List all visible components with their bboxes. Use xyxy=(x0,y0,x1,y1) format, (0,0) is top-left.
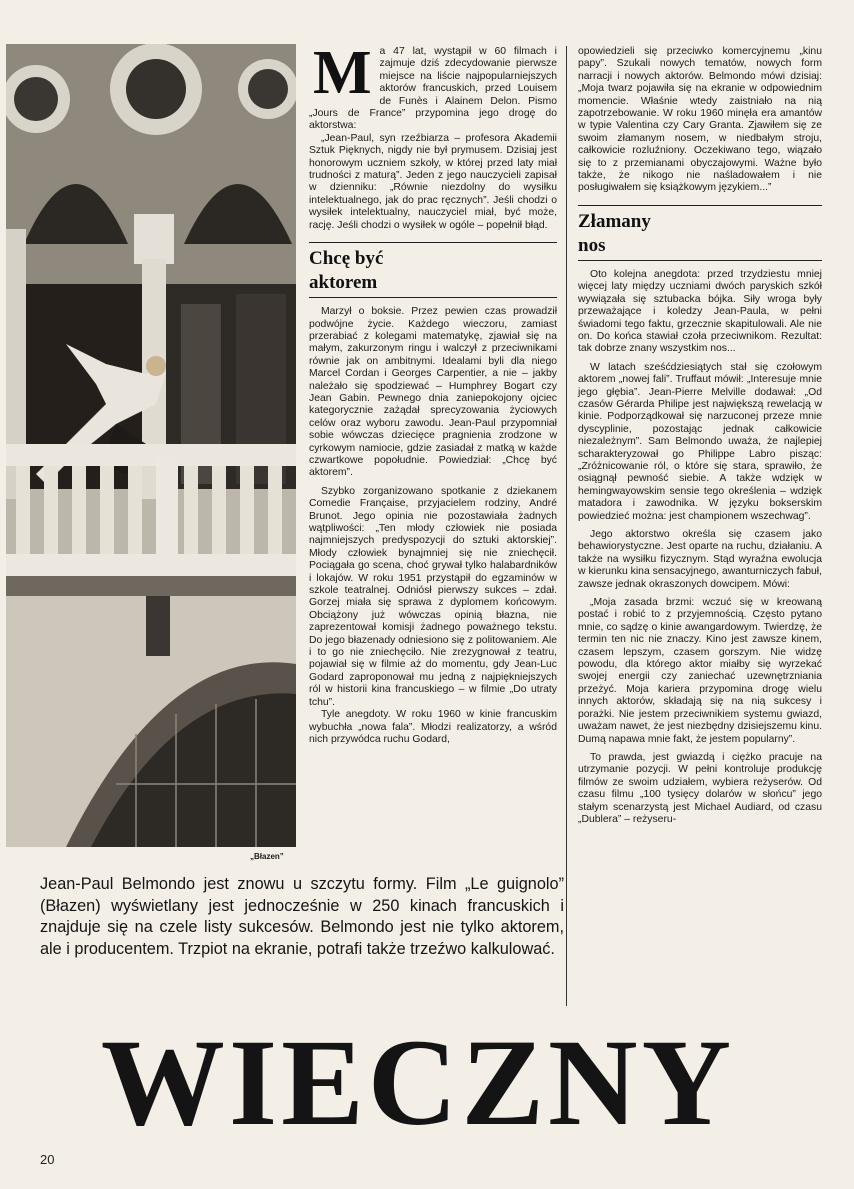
subheading-chce-byc-aktorem xyxy=(309,242,557,298)
paragraph: Tyle anegdoty. W roku 1960 w kinie francuskim wybuchła „nowa fala”. Młodzi realizatorzy, a wśród nich przywódca ruchu Godard, xyxy=(309,709,557,745)
subheading-line: Chcę być xyxy=(309,248,384,270)
photo-illustration xyxy=(6,44,296,847)
paragraph: Oto kolejna anegdota: przed trzydziestu mniej więcej laty między uczniami dwóch paryskich szkół wywiązała się sztubacka bójka. Siły wroga były przeważające i koledzy Jean-Paula, w pełni świadomi tego faktu, grzecznie skapitulowali. Ale nie on. Do końca stawiał czoła przeciwnikom. Rezultat: tak dobrze znany wszystkim nos... xyxy=(578,268,822,355)
divider xyxy=(578,260,822,261)
column-divider xyxy=(566,46,567,1006)
paragraph: opowiedzieli się przeciwko komercyjnemu „kinu papy”. Szukali nowych tematów, nowych form narracji i nowych aktorów. Belmondo mówi dzisiaj: „Moja twarz pojawiła się na ekranie w odpowiednim momencie. Właśnie wtedy zaistniało na nią zapotrzebowanie. W roku 1960 minęła era amantów w typie Valentina czy Cary Granta. Zjawiłem się ze swoim złamanym nosem, w niedbałym stroju, całkowicie rozluźniony. Oczekiwano tego, wiązało się to z przemianami obyczajowymi. Ważne było także, że nikogo nie naśladowałem i nie posługiwałem się książkowym językiem...” xyxy=(578,46,822,194)
lead-paragraph xyxy=(309,39,557,133)
paragraph: a 47 lat, wystąpił w 60 filmach i zajmuje dziś zdecydowanie pierwsze miejsce na liście najpopularniejszych aktorów francuskich, przed Louisem de Funès i Alainem Delon. Pismo „Jours de France” przypomina jego drogę do aktorstwa: xyxy=(309,46,557,132)
page-number: 20 xyxy=(40,1152,55,1167)
paragraph: „Moja zasada brzmi: wczuć się w kreowaną postać i robić to z przyjemnością. Często pytano mnie, co sądzę o kinie awangardowym. Twierdzę, że termin ten nic nie znaczy. Kino jest zawsze kinem, czasem lepszym, czasem gorszym. Nie widzę powodu, dla którego aktor miałby się wyrzekać swojej energii czy zaniechać uzewnętrzniania przeżyć. Moja kariera przypomina drogę wielu innych aktorów, składają się na nią sukcesy i porażki. Nie jestem przeciwnikiem systemu gwiazd, uważam nawet, że jest niezbędny dzisiejszemu kinu. Dumą napawa mnie fakt, że jestem popularny”. xyxy=(578,597,822,745)
paragraph: Marzył o boksie. Przez pewien czas prowadził podwójne życie. Każdego wieczoru, zamiast przerabiać z kolegami matematykę, zjawiał się na małym, zakurzonym ringu i walczył z przeciwnikami równie jak on ambitnymi. Idealami byli dla niego Marcel Cordan i Georges Carpentier, a nie – jakby należało się spodziewać – Humphrey Bogart czy Jean Gabin. Pewnego dnia zaniepokojony ojciec kategorycznie zażądał sprecyzowania życiowych celów oraz wyboru zawodu. Jean-Paul przypomniał sobie wówczas dziecięce pragnienia zrodzone w cyrkowym namiocie, gdzie zasiadał z matką w każde czwartkowe popołudnie. Powiedział: „Chcę być aktorem”. xyxy=(309,306,557,479)
article-column-3 xyxy=(578,46,822,826)
paragraph: To prawda, jest gwiazdą i ciężko pracuje na utrzymanie pozycji. W pełni kontroluje produkcję filmów ze swoim udziałem, wybiera reżyserów. Od czasu filmu „100 tysięcy dolarów w słońcu” jego stałym scenarzystą jest Michael Audiard, od czasu „Dublera” – reżyseru- xyxy=(578,751,822,825)
paragraph: Szybko zorganizowano spotkanie z dziekanem Comedie Française, przyjacielem rodziny, André Brunot. Jego opinia nie pozostawiała żadnych wątpliwości: „Ten młody człowiek nie posiada najmniejszych predyspozycji do sztuki aktorskiej”. Młody człowiek bynajmniej się nie zniechęcił. Pociągała go scena, choć grywał tylko halabardników i lokajów. W roku 1951 przystąpił do egzaminów w szkole teatralnej. Odniósł pierwszy sukces – zdał. Gorzej miała się sprawa z dyplomem końcowym. Obciążony już wówczas opinią błazna, nie zaprezentował komisji żadnego poważnego tekstu. Do jego błazenady odniesiono się z politowaniem. Ale i to go nie zniechęciło. Nie zrezygnował z teatru, pojawiał się w filmie aż do momentu, gdy Jean-Luc Godard zaproponował mu jedną z najpiękniejszych ról w historii kina francuskiego – w filmie „Do utraty tchu”. xyxy=(309,485,557,708)
subheading-line: Złamany xyxy=(578,210,651,232)
paragraph: W latach sześćdziesiątych stał się czołowym aktorem „nowej fali”. Truffaut mówił: „Interesuje mnie jego głębia”. Jean-Pierre Melville dodawał: „Od czasów Gérarda Philipe jest największą rewelacją w kinie. Podporządkował się narzuconej przeze mnie dyscyplinie, pozostając jednak całkowicie niezależnym”. Sam Belmondo uważa, że najlepiej scharakteryzował go Philippe Labro pisząc: „Zróżnicowanie ról, o które się stara, sprawiło, że osiągnął pewność siebie. A także wdzięk w hemingwayowskim sensie tego określenia – wdzięk matadora i zawodnika. W języku bokserskim powiedzieć można: jest championem wszechwag”. xyxy=(578,361,822,522)
divider xyxy=(309,297,557,298)
photo-belmondo-balcony xyxy=(6,44,296,847)
paragraph: „Jean-Paul, syn rzeźbiarza – profesora Akademii Sztuk Pięknych, nigdy nie był prymusem. Dzisiaj jest honorowym uczniem szkoły, w której przed laty miał trudności z maturą”. Jeden z jego nauczycieli zapisał w dzienniku: „Równie niezdolny do wysiłku intelektualnego, jak do prac ręcznych”. Jeśli chodzi o wysiłek intelektualny, nauczyciel miał, być może, rację. Jeśli chodzi o wysiłek w ogóle – popełnił błąd. xyxy=(309,132,557,231)
drop-cap: M xyxy=(313,39,372,107)
subheading-zlamany-nos xyxy=(578,205,822,261)
intro-lead-text: Jean-Paul Belmondo jest znowu u szczytu formy. Film „Le guignolo” (Błazen) wyświetlany jest jednocześnie w 250 kinach francuskich i znajduje się na czele listy sukcesów. Belmondo jest nie tylko aktorem, ale i producentem. Trzpiot na ekranie, potrafi także trzeźwo kalkulować. xyxy=(40,875,564,958)
article-column-2 xyxy=(309,39,557,746)
paragraph: Jego aktorstwo określa się czasem jako behawiorystyczne. Jest oparte na ruchu, działaniu. A także na wysiłku fizycznym. Stąd wyraźna ewolucja w kierunku kina sensacyjnego, awanturniczych fabuł, zawsze jednak okraszonych dowcipem. Mówi: xyxy=(578,529,822,590)
subheading-line: aktorem xyxy=(309,272,378,294)
photo-caption: „Błazen” xyxy=(250,852,284,861)
subheading-line: nos xyxy=(578,234,606,256)
headline: WIECZNY xyxy=(100,1014,736,1151)
